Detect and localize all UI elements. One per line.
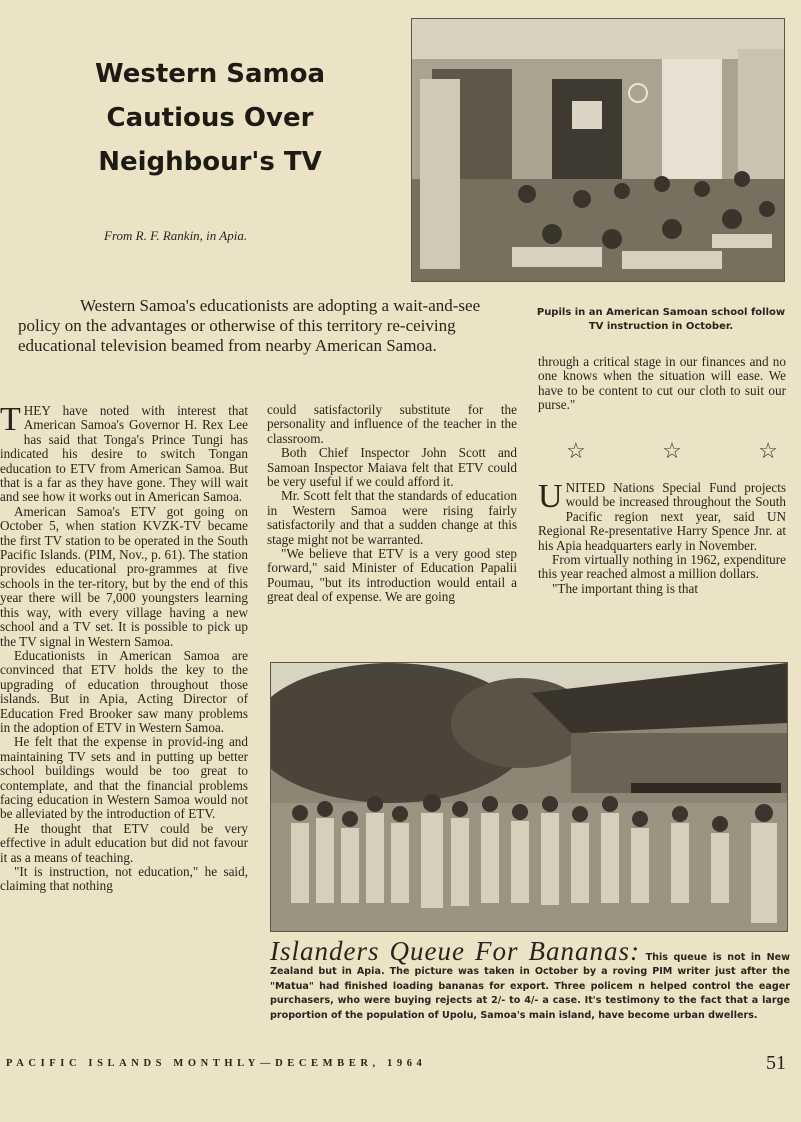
- page-number: 51: [766, 1052, 786, 1074]
- section-divider-stars: [566, 438, 778, 464]
- column-1-paragraph: Educationists in American Samoa are convinced that ETV holds the key to the upgrading of education throughout those islands. But in Apia, Acting Director of Education Fred Brooker saw many problems in the adoption of ETV in Western Samoa.: [0, 647, 248, 735]
- column-1-paragraph: American Samoa's ETV got going on October 5, when station KVZK-TV became the first TV station to be operated in the South Pacific Islands. (PIM, Nov., p. 61). The station provides educational pro-grammes at five schools in the ter-ritory, but by the end of this year there will be 7,000 youngsters learning this way, with every village having a new school and a TV set. It is possible to pick up the TV signal in Western Samoa.: [0, 503, 248, 649]
- column-1-paragraph: THEY have noted with interest that American Samoa's Governor H. Rex Lee has said that Tonga's Prince Tungi has indicated his desire to switch Tongan education to ETV from American Samoa. But that is a far as they have gone. They will wait and see how it works out in American Samoa.: [0, 401, 248, 505]
- star-icon: ☆: [662, 438, 682, 463]
- column-2-paragraph: "We believe that ETV is a very good step forward," said Minister of Education Papalii Poumau, "but its introduction would entail a great deal of expense. We are going: [267, 546, 517, 605]
- drop-cap: U: [538, 478, 563, 515]
- intro-paragraph: Western Samoa's educationists are adopting a wait-and-see policy on the advantages or otherwise of this territory re-ceiving educational television beamed from nearby American Samoa.: [18, 296, 481, 355]
- column-3-paragraph: From virtually nothing in 1962, expenditure this year reached almost a million dollars.: [538, 552, 786, 582]
- column-2: [267, 403, 517, 605]
- classroom-photo: [411, 18, 785, 282]
- banana-queue-photo: [270, 662, 788, 932]
- classroom-photo-image: [412, 19, 784, 281]
- drop-cap: T: [0, 401, 21, 438]
- column-1-paragraph: He felt that the expense in provid-ing and maintaining TV sets and in putting up better school buildings would be too great to contemplate, and that the financial problems facing education in Western Samoa would not be alleviated by the introduction of ETV.: [0, 734, 248, 822]
- column-2-paragraph: could satisfactorily substitute for the personality and influence of the teacher in the classroom.: [267, 402, 517, 446]
- byline: From R. F. Rankin, in Apia.: [104, 228, 248, 243]
- banana-queue-caption-text: This queue is not in New Zealand but in Apia. The picture was taken in October by a roving PIM writer just after the "Matua" had finished loading bananas for export. Three policem n helped control the eager purchasers, who were buying rejects at 2/- to 4/- a case. It's testimony to the fact that a large proportion of the population of Upolu, Samoa's main island, have become urban dwellers.: [270, 952, 791, 1021]
- star-icon: ☆: [758, 438, 778, 463]
- article-headline: [40, 52, 380, 184]
- column-3-bottom: [538, 478, 786, 596]
- banana-queue-caption: [270, 936, 791, 1023]
- banana-queue-photo-image: [271, 663, 787, 931]
- classroom-photo-caption: Pupils in an American Samoan school follow TV instruction in October.: [536, 307, 786, 332]
- headline-line-3: Neighbour's TV: [98, 147, 322, 177]
- headline-line-2: Cautious Over: [106, 103, 314, 133]
- column-2-paragraph: Both Chief Inspector John Scott and Samoan Inspector Maiava felt that ETV could be very useful if we could afford it.: [267, 445, 517, 490]
- star-icon: ☆: [566, 438, 586, 463]
- column-1-paragraph: He thought that ETV could be very effective in adult education but did not favour it as a means of teaching.: [0, 820, 248, 865]
- column-2-paragraph: Mr. Scott felt that the standards of education in Western Samoa were rising fairly satisfactorily and that a sudden change at this stage might not be warranted.: [267, 488, 517, 547]
- column-1: [0, 401, 248, 894]
- column-3-paragraph: "The important thing is that: [552, 580, 699, 596]
- column-3-paragraph: UNITED Nations Special Fund projects would be increased throughout the South Pacific region next year, said UN Regional Re-presentative Harry Spence Jnr. at his Apia headquarters early in November.: [538, 478, 786, 553]
- headline-line-1: Western Samoa: [94, 59, 326, 89]
- column-3-paragraph: through a critical stage in our finances and no one knows when the situation will ease. We have to be content to cut our cloth to suit our purse.": [538, 354, 786, 413]
- running-footer: PACIFIC ISLANDS MONTHLY—DECEMBER, 1964: [6, 1058, 427, 1069]
- column-3-top: [538, 355, 786, 413]
- banana-queue-caption-title: Islanders Queue For Bananas:: [270, 936, 640, 966]
- column-1-paragraph: "It is instruction, not education," he said, claiming that nothing: [0, 864, 248, 894]
